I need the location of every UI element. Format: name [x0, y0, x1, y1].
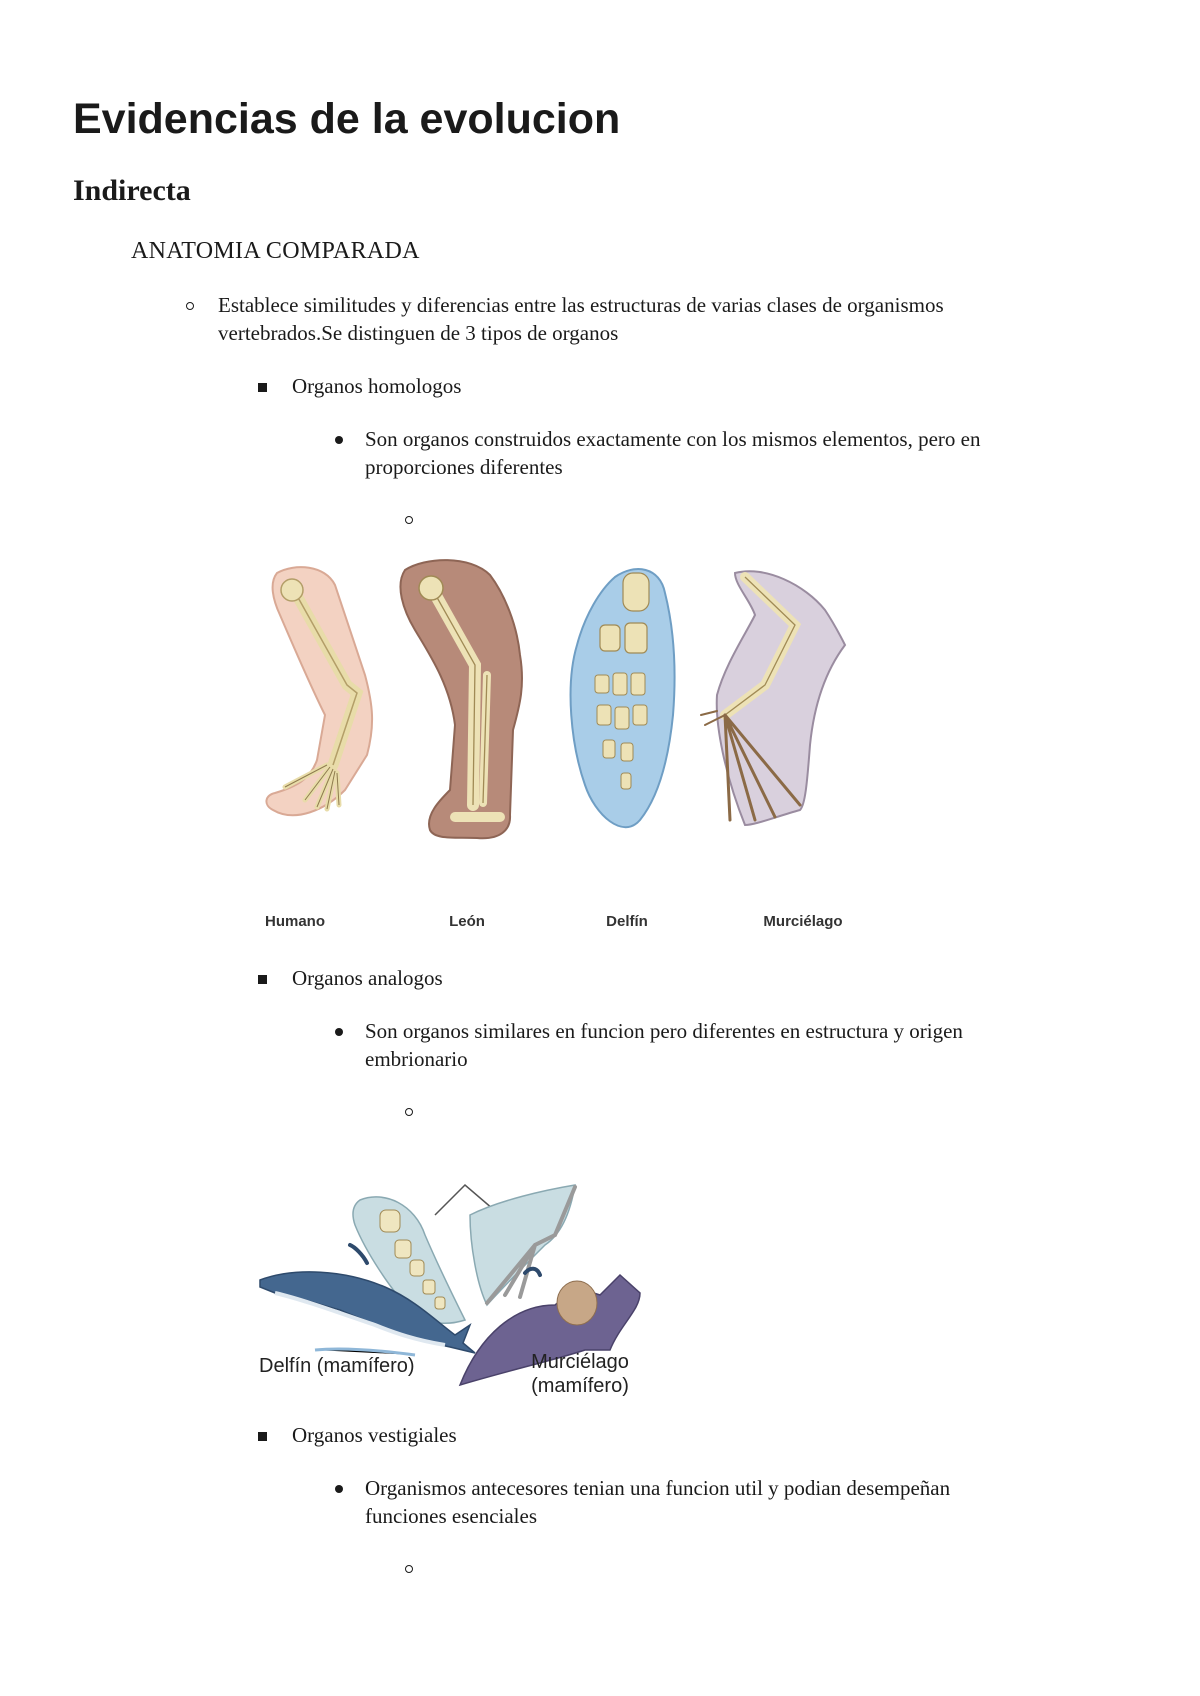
list-bullet-circle — [186, 302, 194, 310]
dolphin-flipper-illustration — [571, 569, 675, 827]
homologous-limbs-figure — [255, 555, 875, 945]
list-bullet-dot — [335, 1485, 343, 1493]
page-title: Evidencias de la evolucion — [73, 95, 621, 143]
list-bullet-circle — [405, 1565, 413, 1573]
homologos-desc-line-2: proporciones diferentes — [365, 455, 563, 479]
intro-line-2: vertebrados.Se distinguen de 3 tipos de organos — [218, 321, 619, 345]
list-bullet-circle — [405, 1108, 413, 1116]
section-heading: ANATOMIA COMPARADA — [131, 238, 420, 264]
analogos-desc-line-1: Son organos similares en funcion pero diferentes en estructura y origen — [365, 1019, 963, 1043]
vestigiales-desc-line-1: Organismos antecesores tenian una funcion util y podian desempeñan — [365, 1476, 951, 1500]
label-delfin: Delfín — [606, 913, 648, 930]
list-bullet-dot — [335, 1028, 343, 1036]
vestigiales-desc-line-2: funciones esenciales — [365, 1504, 538, 1528]
list-bullet-dot — [335, 436, 343, 444]
lion-leg-illustration — [400, 560, 522, 838]
vestigiales-heading: Organos vestigiales — [292, 1423, 457, 1447]
list-bullet-square — [258, 975, 267, 984]
bat-wing-illustration — [701, 571, 845, 825]
subtitle-indirecta: Indirecta — [73, 174, 191, 207]
label-delfin-mamifero: Delfín (mamífero) — [259, 1355, 415, 1377]
list-bullet-square — [258, 383, 267, 392]
list-bullet-square — [258, 1432, 267, 1441]
label-humano: Humano — [265, 913, 325, 930]
intro-line-1: Establece similitudes y diferencias entre las estructuras de varias clases de organismos — [218, 293, 944, 317]
homologos-heading: Organos homologos — [292, 374, 462, 398]
analogos-desc-line-2: embrionario — [365, 1047, 468, 1071]
label-murcielago: Murciélago — [763, 913, 843, 930]
analogos-heading: Organos analogos — [292, 966, 443, 990]
label-leon: León — [449, 913, 485, 930]
list-bullet-circle — [405, 516, 413, 524]
homologos-desc-line-1: Son organos construidos exactamente con los mismos elementos, pero en — [365, 427, 981, 451]
human-arm-illustration — [266, 567, 372, 815]
analogous-structures-figure — [255, 1175, 695, 1400]
label-murcielago-line2: (mamífero) — [531, 1375, 629, 1397]
label-murcielago-line1: Murciélago — [531, 1351, 629, 1373]
